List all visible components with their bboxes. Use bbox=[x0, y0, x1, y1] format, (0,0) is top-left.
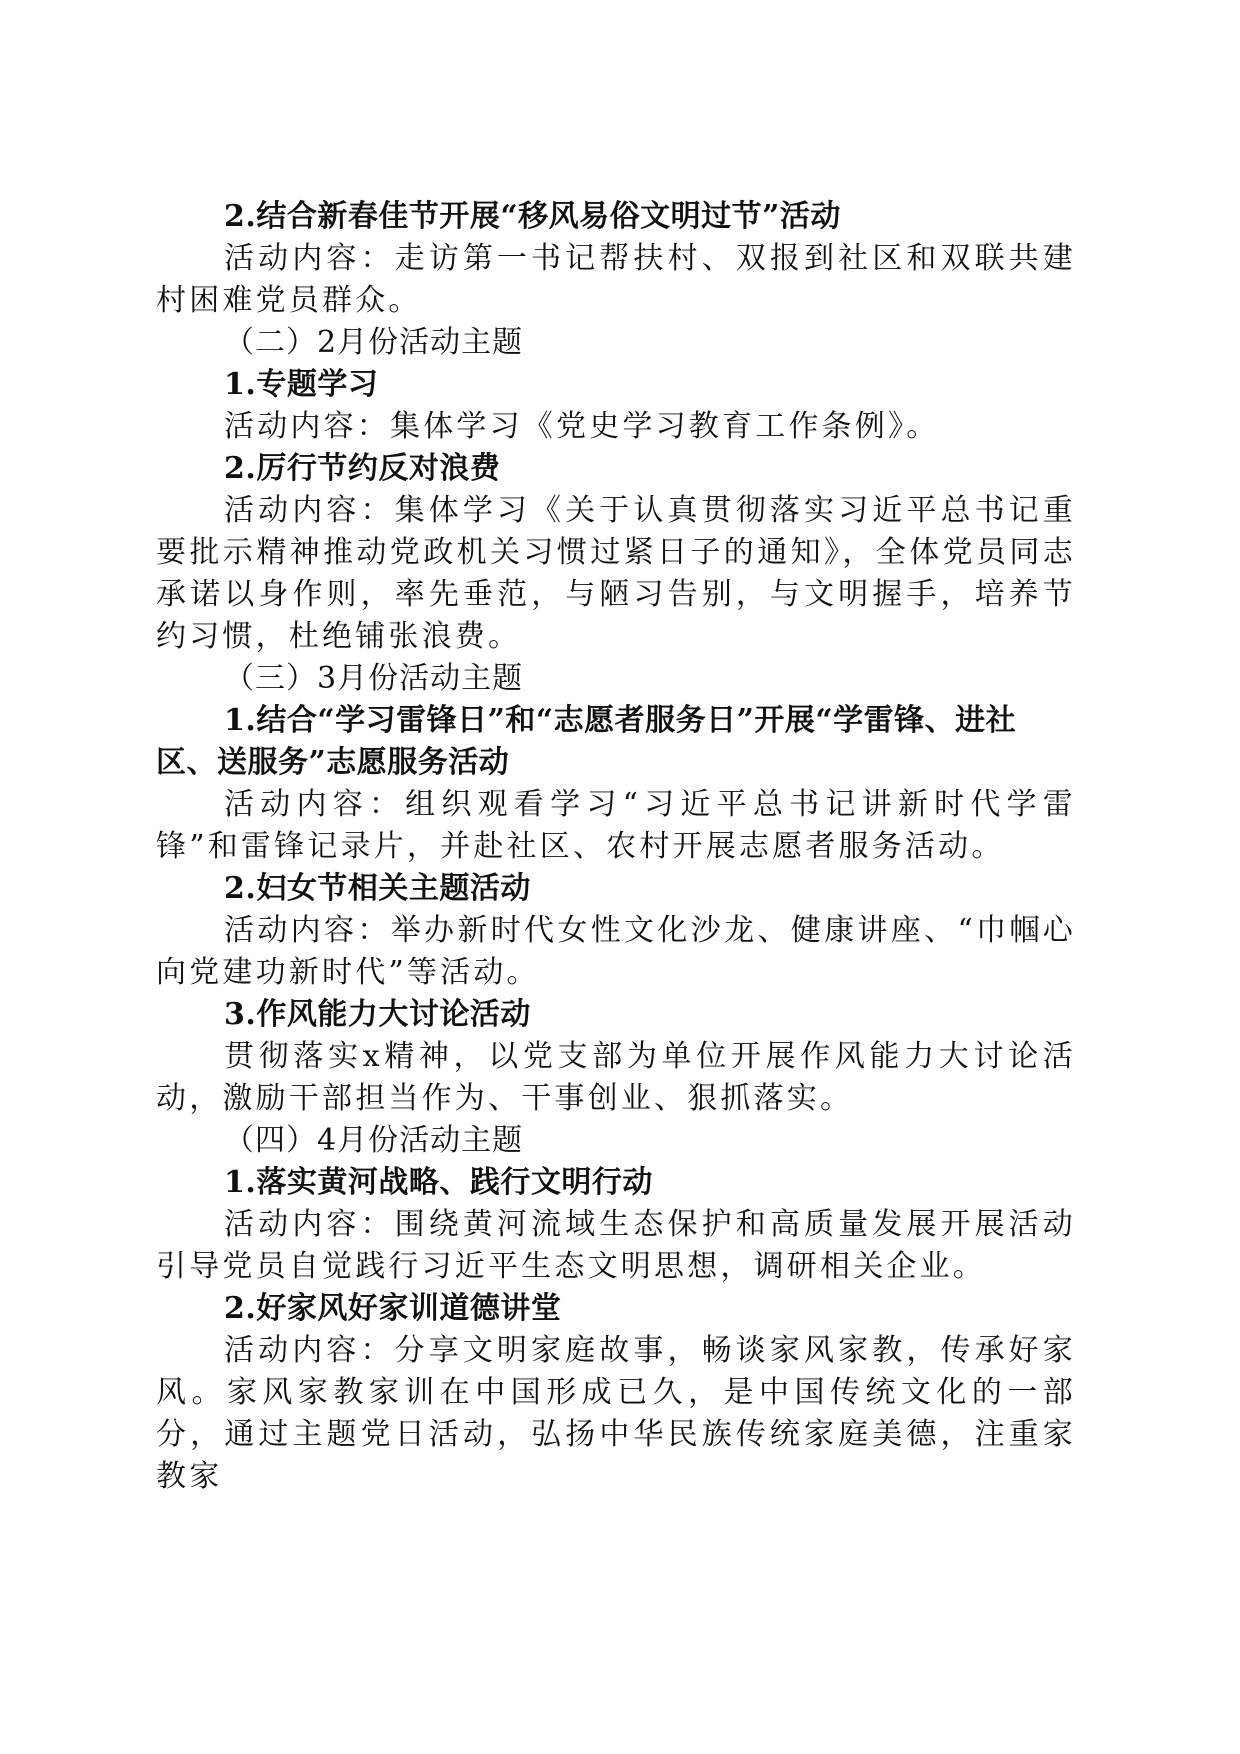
activity-content: 活动内容：组织观看学习“习近平总书记讲新时代学雷锋”和雷锋记录片，并赴社区、农村开展志愿者服务活动。 bbox=[156, 787, 1076, 864]
activity-content: 活动内容：举办新时代女性文化沙龙、健康讲座、“巾帼心向党建功新时代”等活动。 bbox=[156, 913, 1076, 990]
activity-content: 活动内容：分享文明家庭故事，畅谈家风家教，传承好家风。家风家教家训在中国形成已久，是中国传统文化的一部分，通过主题党日活动，弘扬中华民族传统家庭美德，注重家教家 bbox=[156, 1333, 1076, 1494]
activity-heading: 3.作风能力大讨论活动 bbox=[224, 997, 531, 1032]
activity-content: 活动内容：集体学习《关于认真贯彻落实习近平总书记重要批示精神推动党政机关习惯过紧日子的通知》，全体党员同志承诺以身作则，率先垂范，与陋习告别，与文明握手，培养节约习惯，杜绝铺张浪费。 bbox=[156, 493, 1076, 654]
activity-heading: 2.妇女节相关主题活动 bbox=[224, 871, 531, 906]
activity-content: 活动内容：集体学习《党史学习教育工作条例》。 bbox=[224, 409, 940, 444]
activity-heading: 1.专题学习 bbox=[224, 367, 379, 402]
section-title: （三）3月份活动主题 bbox=[224, 661, 524, 696]
activity-heading: 2.厉行节约反对浪费 bbox=[224, 451, 501, 486]
activity-heading: 2.好家风好家训道德讲堂 bbox=[224, 1291, 562, 1326]
activity-content: 活动内容：走访第一书记帮扶村、双报到社区和双联共建村困难党员群众。 bbox=[156, 241, 1076, 318]
activity-content: 贯彻落实x精神，以党支部为单位开展作风能力大讨论活动，激励干部担当作为、干事创业、狠抓落实。 bbox=[156, 1039, 1076, 1116]
activity-content: 活动内容：围绕黄河流域生态保护和高质量发展开展活动引导党员自觉践行习近平生态文明思想，调研相关企业。 bbox=[156, 1207, 1076, 1284]
section-title: （二）2月份活动主题 bbox=[224, 325, 524, 360]
activity-heading: 1.落实黄河战略、践行文明行动 bbox=[224, 1165, 653, 1200]
document-page bbox=[156, 196, 1076, 1498]
activity-heading: 1.结合“学习雷锋日”和“志愿者服务日”开展“学雷锋、进社区、送服务”志愿服务活动 bbox=[156, 703, 1017, 780]
section-title: （四）4月份活动主题 bbox=[224, 1123, 524, 1158]
activity-heading: 2.结合新春佳节开展“移风易俗文明过节”活动 bbox=[224, 199, 841, 234]
